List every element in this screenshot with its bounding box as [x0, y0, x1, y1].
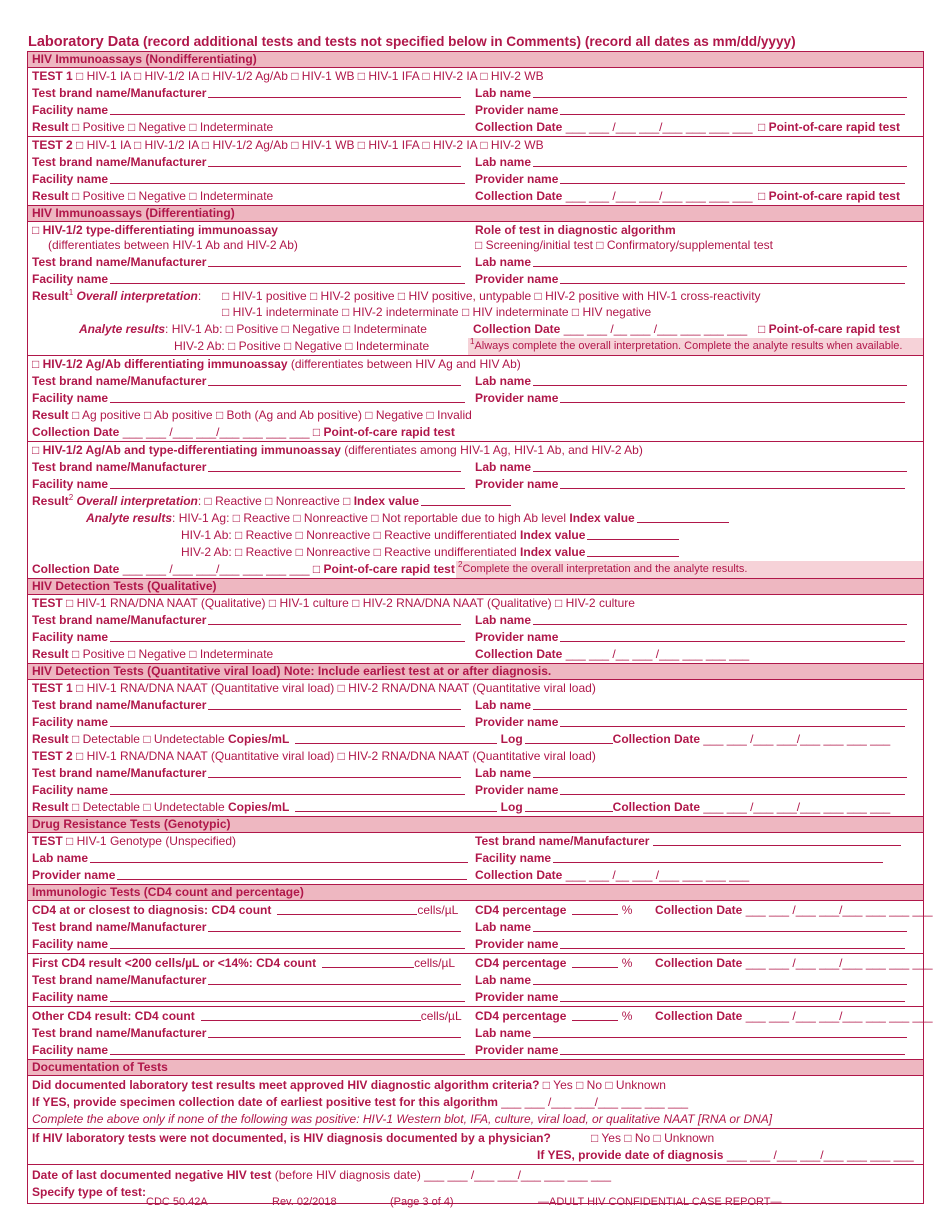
form-title	[28, 34, 796, 50]
provider-input[interactable]	[117, 867, 467, 880]
agab-result-options[interactable]: □ Ag positive □ Ab positive □ Both (Ag and Ab positive) □ Negative □ Invalid	[72, 408, 472, 422]
section-diff: HIV Immunoassays (Differentiating)	[28, 206, 923, 222]
lab-input[interactable]	[533, 459, 907, 472]
brand-input[interactable]	[208, 972, 461, 985]
provider-label: Provider name	[475, 172, 559, 186]
result-label: Result	[32, 647, 69, 661]
cd4-pct-input[interactable]	[572, 902, 618, 915]
poc-label: Point-of-care rapid test	[768, 120, 900, 134]
cd4-block-1	[28, 902, 933, 954]
agabtype-block: □ HIV-1/2 Ag/Ab and type-differentiating immunoassay (differentiates among HIV-1 Ag, HIV-1 Ab, and HIV-2 Ab) Test brand name/Manufacturer Lab name Facility name Provider name Result$^2$ Overall interpretation: □ Reactive □ Nonreactive □ Index value Analyte results: HIV-1 Ag: □ Reactive □ Nonreactive □ Not reportable due to high Ab level Index value HIV-1 Ab: □ Reactive □ Nonreactive □ Reactive undifferentiated Index value HIV-2 Ab: □ Reactive □ Nonreactive □ Reactive undifferentiated Index value Collection Date ___ ___ /___ ___/___ ___ ___ ___ □ Point-of-care rapid test $^2$Complete the overall interpretation and the analyte results.	[28, 442, 923, 579]
facility-input[interactable]	[110, 782, 465, 795]
copies-input[interactable]	[295, 799, 497, 812]
provider-input[interactable]	[560, 390, 905, 403]
result-label: Result	[32, 189, 69, 203]
facility-input[interactable]	[110, 390, 465, 403]
test-label: TEST	[32, 596, 63, 610]
facility-input[interactable]	[110, 476, 465, 489]
index-value-input[interactable]	[587, 544, 679, 557]
collection-date[interactable]: ___ ___ /__ ___ /___ ___ ___ ___	[563, 322, 748, 336]
facility-label: Facility name	[32, 715, 109, 729]
docs-q2: If HIV laboratory tests were not documented, is HIV diagnosis documented by a physician?	[32, 1131, 551, 1145]
quant-test2-options[interactable]: □ HIV-1 RNA/DNA NAAT (Quantitative viral load) □ HIV-2 RNA/DNA NAAT (Quantitative viral load)	[76, 749, 596, 763]
index-value-label: Index value	[520, 545, 586, 559]
result-label: Result	[32, 494, 69, 508]
provider-input[interactable]	[560, 171, 905, 184]
index-value-label: Index value	[353, 494, 420, 508]
provider-label: Provider name	[475, 783, 559, 797]
poc-label: Point-of-care rapid test	[323, 562, 455, 576]
collection-date[interactable]: ___ ___ /___ ___/___ ___ ___ ___	[745, 956, 933, 970]
lab-label: Lab name	[475, 766, 532, 780]
provider-input[interactable]	[560, 271, 905, 284]
test-label: TEST	[32, 834, 63, 848]
lab-input[interactable]	[533, 85, 907, 98]
docs-q1b: If YES, provide specimen collection date of earliest positive test for this algorithm	[32, 1095, 498, 1109]
facility-label: Facility name	[32, 103, 109, 117]
poc-checkbox[interactable]: □	[758, 120, 766, 134]
cd4-block-3	[28, 1008, 933, 1060]
log-label: Log	[500, 732, 523, 746]
analyte-label: Analyte results	[79, 322, 166, 336]
lab-label: Lab name	[32, 851, 89, 865]
lab-label: Lab name	[475, 973, 532, 987]
footer-form: CDC 50.42A	[146, 1196, 208, 1208]
note-1: Always complete the overall interpretation. Complete the analyte results when available.	[474, 340, 903, 352]
facility-label: Facility name	[32, 391, 109, 405]
result-label: Result	[32, 732, 69, 746]
collection-date[interactable]: ___ ___ /___ ___/___ ___ ___ ___	[745, 903, 933, 917]
provider-label: Provider name	[475, 1043, 559, 1057]
collection-date[interactable]: ___ ___ /___ ___/___ ___ ___ ___	[565, 189, 753, 203]
section-nondiff: HIV Immunoassays (Nondifferentiating)	[28, 52, 923, 68]
log-input[interactable]	[525, 799, 613, 812]
cells-unit: cells/µL	[420, 1009, 462, 1023]
type-diff-block: □ HIV-1/2 type-differentiating immunoassay Role of test in diagnostic algorithm (differentiates between HIV-1 Ab and HIV-2 Ab) □ Screening/initial test □ Confirmatory/supplemental test Test brand name/Manufacturer Lab name Facility name Provider name Result$^1$ Overall interpretation: □ HIV-1 positive □ HIV-2 positive □ HIV positive, untypable □ HIV-2 positive with HIV-1 cross-reactivity □ HIV-1 indeterminate □ HIV-2 indeterminate □ HIV indeterminate □ HIV negative Analyte results: HIV-1 Ab: □ Positive □ Negative □ Indeterminate Collection Date ___ ___ /__ ___ /___ ___ ___ ___ □ Point-of-care rapid test HIV-2 Ab: □ Positive □ Negative □ Indeterminate $^1$Always complete the overall interpretation. Complete the analyte results when available.	[28, 222, 923, 356]
ab1-options[interactable]: HIV-1 Ab: □ Reactive □ Nonreactive □ Reactive undifferentiated	[181, 528, 517, 542]
title-sub: (record additional tests and tests not specified below in Comments) (record all dates as mm/dd/yyyy)	[142, 34, 796, 49]
collection-date[interactable]: ___ ___ /___ ___/___ ___ ___ ___	[565, 120, 753, 134]
agab-title: HIV-1/2 Ag/Ab differentiating immunoassay	[42, 357, 288, 371]
role-options[interactable]: □ Screening/initial test □ Confirmatory/supplemental test	[475, 238, 773, 252]
docs-q2-date[interactable]: ___ ___ /___ ___/___ ___ ___ ___	[726, 1148, 914, 1162]
section-quant: HIV Detection Tests (Quantitative viral load) Note: Include earliest test at or after diagnosis.	[28, 664, 923, 680]
poc-label: Point-of-care rapid test	[768, 322, 900, 336]
test1-label: TEST 1	[32, 69, 73, 83]
collection-label: Collection Date	[475, 647, 563, 661]
facility-label: Facility name	[32, 1043, 109, 1057]
pct-sign: %	[621, 956, 633, 970]
cd4-row1-label: CD4 at or closest to diagnosis: CD4 count	[32, 903, 272, 917]
lab-input[interactable]	[533, 1025, 907, 1038]
facility-input[interactable]	[110, 271, 465, 284]
note-2: Complete the overall interpretation and the analyte results.	[462, 563, 748, 575]
brand-label: Test brand name/Manufacturer	[32, 973, 207, 987]
test1-label: TEST 1	[32, 681, 73, 695]
provider-input[interactable]	[560, 476, 905, 489]
provider-label: Provider name	[475, 103, 559, 117]
nondiff-test2-options[interactable]: □ HIV-1 IA □ HIV-1/2 IA □ HIV-1/2 Ag/Ab □ HIV-1 WB □ HIV-1 IFA □ HIV-2 IA □ HIV-2 WB	[76, 138, 544, 152]
log-input[interactable]	[525, 731, 613, 744]
collection-date[interactable]: ___ ___ /___ ___/___ ___ ___ ___	[703, 732, 891, 746]
test2-label: TEST 2	[32, 749, 73, 763]
provider-label: Provider name	[475, 391, 559, 405]
hiv1-ab-options[interactable]: HIV-1 Ab: □ Positive □ Negative □ Indeterminate	[171, 322, 427, 336]
drug-block	[28, 833, 923, 885]
provider-input[interactable]	[560, 936, 905, 949]
collection-label: Collection Date	[475, 868, 563, 882]
brand-input[interactable]	[208, 765, 461, 778]
overall-label: Overall interpretation	[76, 494, 198, 508]
quant-test1-options[interactable]: □ HIV-1 RNA/DNA NAAT (Quantitative viral load) □ HIV-2 RNA/DNA NAAT (Quantitative viral load)	[76, 681, 596, 695]
facility-label: Facility name	[32, 630, 109, 644]
lab-input[interactable]	[533, 765, 907, 778]
brand-label: Test brand name/Manufacturer	[32, 613, 207, 627]
brand-input[interactable]	[208, 612, 461, 625]
docs-q3-sub: (before HIV diagnosis date)	[274, 1168, 421, 1182]
provider-label: Provider name	[475, 477, 559, 491]
brand-input[interactable]	[208, 373, 461, 386]
facility-label: Facility name	[32, 172, 109, 186]
cd4-pct-label: CD4 percentage	[475, 1009, 567, 1023]
provider-input[interactable]	[560, 714, 905, 727]
lab-input[interactable]	[533, 697, 907, 710]
copies-input[interactable]	[295, 731, 497, 744]
agab-block	[28, 356, 923, 442]
copies-label: Copies/mL	[227, 800, 290, 814]
nondiff-test1	[28, 68, 923, 137]
section-drug: Drug Resistance Tests (Genotypic)	[28, 817, 923, 833]
lab-label: Lab name	[475, 86, 532, 100]
section-immuno: Immunologic Tests (CD4 count and percentage)	[28, 885, 923, 901]
analyte-label: Analyte results	[86, 511, 173, 525]
facility-label: Facility name	[32, 477, 109, 491]
brand-label: Test brand name/Manufacturer	[32, 766, 207, 780]
result-label: Result	[32, 408, 69, 422]
index-value-input[interactable]	[421, 493, 511, 506]
lab-label: Lab name	[475, 255, 532, 269]
collection-date[interactable]: ___ ___ /___ ___/___ ___ ___ ___	[745, 1009, 933, 1023]
docs-block-2	[28, 1130, 923, 1165]
poc-checkbox[interactable]: □	[312, 425, 321, 439]
brand-label: Test brand name/Manufacturer	[32, 460, 207, 474]
collection-label: Collection Date	[612, 732, 701, 746]
poc-checkbox[interactable]: □	[758, 322, 766, 336]
collection-label: Collection Date	[473, 322, 561, 336]
lab-label: Lab name	[475, 698, 532, 712]
cd4-count-input[interactable]	[201, 1008, 421, 1021]
brand-label: Test brand name/Manufacturer	[32, 155, 207, 169]
hiv2-ab-options[interactable]: HIV-2 Ab: □ Positive □ Negative □ Indeterminate	[174, 339, 430, 353]
facility-label: Facility name	[475, 851, 552, 865]
result-label: Result	[32, 800, 69, 814]
result-options[interactable]: □ Positive □ Negative □ Indeterminate	[72, 189, 274, 203]
collection-date[interactable]: ___ ___ /___ ___/___ ___ ___ ___	[122, 425, 310, 439]
brand-label: Test brand name/Manufacturer	[32, 1026, 207, 1040]
lab-input[interactable]	[533, 254, 907, 267]
typediff-title: HIV-1/2 type-differentiating immunoassay	[42, 223, 278, 237]
brand-input[interactable]	[208, 459, 461, 472]
collection-date[interactable]: ___ ___ /___ ___/___ ___ ___ ___	[122, 562, 310, 576]
agabtype-sub: (differentiates among HIV-1 Ag, HIV-1 Ab, and HIV-2 Ab)	[344, 443, 643, 457]
brand-input[interactable]	[208, 254, 461, 267]
brand-label: Test brand name/Manufacturer	[32, 86, 207, 100]
provider-label: Provider name	[475, 990, 559, 1004]
ab2-options[interactable]: HIV-2 Ab: □ Reactive □ Nonreactive □ Reactive undifferentiated	[181, 545, 517, 559]
typediff-sub: (differentiates between HIV-1 Ab and HIV-2 Ab)	[48, 238, 298, 252]
pct-sign: %	[621, 1009, 633, 1023]
quant-result-options[interactable]: □ Detectable □ Undetectable	[72, 732, 225, 746]
lab-label: Lab name	[475, 613, 532, 627]
cd4-row3-label: Other CD4 result: CD4 count	[32, 1009, 195, 1023]
cd4-count-input[interactable]	[277, 902, 417, 915]
docs-q4: Specify type of test:	[32, 1185, 147, 1199]
brand-input[interactable]	[208, 919, 461, 932]
section-qual: HIV Detection Tests (Qualitative)	[28, 579, 923, 595]
quant-block	[28, 680, 923, 817]
title-main: Laboratory Data	[28, 34, 140, 50]
poc-checkbox[interactable]: □	[758, 189, 766, 203]
facility-label: Facility name	[32, 783, 109, 797]
lab-input[interactable]	[90, 850, 468, 863]
facility-input[interactable]	[110, 936, 465, 949]
result-label: Result	[32, 289, 69, 303]
cd4-row2-label: First CD4 result <200 cells/µL or <14%: CD4 count	[32, 956, 317, 970]
test2-label: TEST 2	[32, 138, 73, 152]
facility-label: Facility name	[32, 937, 109, 951]
cd4-count-input[interactable]	[322, 955, 414, 968]
facility-label: Facility name	[32, 990, 109, 1004]
lab-label: Lab name	[475, 460, 532, 474]
docs-q2b: If YES, provide date of diagnosis	[537, 1148, 724, 1162]
cd4-pct-input[interactable]	[572, 955, 618, 968]
cells-unit: cells/µL	[417, 903, 459, 917]
brand-input[interactable]	[208, 697, 461, 710]
interp-options-1[interactable]: □ HIV-1 positive □ HIV-2 positive □ HIV positive, untypable □ HIV-2 positive with HIV-1 cross-reactivity	[222, 289, 761, 303]
lab-label: Lab name	[475, 374, 532, 388]
docs-q2-options[interactable]: □ Yes □ No □ Unknown	[591, 1131, 715, 1145]
provider-label: Provider name	[475, 630, 559, 644]
lab-data-form	[27, 51, 933, 1204]
cd4-pct-input[interactable]	[572, 1008, 618, 1021]
log-label: Log	[500, 800, 523, 814]
lab-label: Lab name	[475, 920, 532, 934]
collection-label: Collection Date	[655, 903, 743, 917]
poc-label: Point-of-care rapid test	[768, 189, 900, 203]
provider-input[interactable]	[560, 989, 905, 1002]
provider-label: Provider name	[475, 715, 559, 729]
facility-input[interactable]	[110, 102, 465, 115]
facility-label: Facility name	[32, 272, 109, 286]
docs-q3: Date of last documented negative HIV test	[32, 1168, 272, 1182]
drug-test-options[interactable]: □ HIV-1 Genotype (Unspecified)	[66, 834, 237, 848]
lab-input[interactable]	[533, 154, 907, 167]
brand-label: Test brand name/Manufacturer	[475, 834, 650, 848]
cd4-pct-label: CD4 percentage	[475, 956, 567, 970]
docs-q1-options[interactable]: □ Yes □ No □ Unknown	[542, 1078, 666, 1092]
brand-input[interactable]	[208, 85, 461, 98]
collection-label: Collection Date	[475, 189, 563, 203]
provider-input[interactable]	[560, 782, 905, 795]
brand-label: Test brand name/Manufacturer	[32, 374, 207, 388]
lab-input[interactable]	[533, 919, 907, 932]
collection-label: Collection Date	[475, 120, 563, 134]
lab-label: Lab name	[475, 155, 532, 169]
docs-q1-date[interactable]: ___ ___ /___ ___/___ ___ ___ ___	[501, 1095, 689, 1109]
agab-sub: (differentiates between HIV Ag and HIV Ab)	[290, 357, 521, 371]
overall-label: Overall interpretation	[76, 289, 198, 303]
agab-checkbox[interactable]: □	[32, 357, 40, 371]
docs-q3-date[interactable]: ___ ___ /___ ___/___ ___ ___ ___	[424, 1168, 612, 1182]
provider-input[interactable]	[560, 629, 905, 642]
brand-label: Test brand name/Manufacturer	[32, 255, 207, 269]
result-options[interactable]: □ Positive □ Negative □ Indeterminate	[72, 120, 274, 134]
role-label: Role of test in diagnostic algorithm	[475, 223, 676, 237]
cd4-block-2	[28, 955, 933, 1007]
brand-input[interactable]	[208, 154, 461, 167]
facility-input[interactable]	[110, 714, 465, 727]
pct-sign: %	[621, 903, 633, 917]
footer-report: —ADULT HIV CONFIDENTIAL CASE REPORT—	[538, 1196, 782, 1208]
lab-input[interactable]	[533, 972, 907, 985]
collection-date[interactable]: ___ ___ /__ ___ /___ ___ ___ ___	[565, 868, 750, 882]
poc-label: Point-of-care rapid test	[323, 425, 455, 439]
qual-block	[28, 595, 923, 664]
nondiff-test1-options[interactable]: □ HIV-1 IA □ HIV-1/2 IA □ HIV-1/2 Ag/Ab □ HIV-1 WB □ HIV-1 IFA □ HIV-2 IA □ HIV-2 WB	[76, 69, 544, 83]
qual-result-options[interactable]: □ Positive □ Negative □ Indeterminate	[72, 647, 274, 661]
facility-input[interactable]	[110, 629, 465, 642]
brand-input[interactable]	[653, 833, 901, 846]
provider-label: Provider name	[475, 937, 559, 951]
cells-unit: cells/µL	[414, 956, 456, 970]
lab-input[interactable]	[533, 373, 907, 386]
facility-input[interactable]	[110, 989, 465, 1002]
poc-checkbox[interactable]: □	[312, 562, 321, 576]
nondiff-test2	[28, 137, 923, 206]
agabtype-title: HIV-1/2 Ag/Ab and type-differentiating immunoassay	[42, 443, 341, 457]
collection-label: Collection Date	[655, 956, 743, 970]
lab-label: Lab name	[475, 1026, 532, 1040]
agabtype-overall-options[interactable]: □ Reactive □ Nonreactive □	[204, 494, 351, 508]
facility-input[interactable]	[110, 1042, 465, 1055]
brand-label: Test brand name/Manufacturer	[32, 920, 207, 934]
provider-label: Provider name	[32, 868, 116, 882]
docs-q1: Did documented laboratory test results meet approved HIV diagnostic algorithm criteria?	[32, 1078, 540, 1092]
footer-rev: Rev. 02/2018	[272, 1196, 337, 1208]
section-docs: Documentation of Tests	[28, 1060, 923, 1076]
provider-input[interactable]	[560, 1042, 905, 1055]
brand-label: Test brand name/Manufacturer	[32, 698, 207, 712]
collection-date[interactable]: ___ ___ /___ ___/___ ___ ___ ___	[703, 800, 891, 814]
cd4-pct-label: CD4 percentage	[475, 903, 567, 917]
docs-q1-note: Complete the above only if none of the following was positive: HIV-1 Western blot, IFA, culture, viral load, or qualitative NAAT [RNA or DNA]	[32, 1112, 773, 1126]
collection-label: Collection Date	[655, 1009, 743, 1023]
facility-input[interactable]	[553, 850, 883, 863]
quant-result-options[interactable]: □ Detectable □ Undetectable	[72, 800, 225, 814]
collection-date[interactable]: ___ ___ /__ ___ /___ ___ ___ ___	[565, 647, 750, 661]
provider-label: Provider name	[475, 272, 559, 286]
collection-label: Collection Date	[32, 562, 120, 576]
typediff-checkbox[interactable]: □	[32, 223, 40, 237]
index-value-label: Index value	[569, 511, 635, 525]
brand-input[interactable]	[208, 1025, 461, 1038]
result-label: Result	[32, 120, 69, 134]
collection-label: Collection Date	[612, 800, 701, 814]
qual-test-options[interactable]: □ HIV-1 RNA/DNA NAAT (Qualitative) □ HIV-1 culture □ HIV-2 RNA/DNA NAAT (Qualitative) □ HIV-2 culture	[66, 596, 635, 610]
index-value-input[interactable]	[637, 510, 729, 523]
footer-page: (Page 3 of 4)	[390, 1196, 454, 1208]
docs-block-1	[28, 1077, 923, 1129]
index-value-label: Index value	[520, 528, 586, 542]
lab-input[interactable]	[533, 612, 907, 625]
index-value-input[interactable]	[587, 527, 679, 540]
collection-label: Collection Date	[32, 425, 120, 439]
copies-label: Copies/mL	[227, 732, 290, 746]
facility-input[interactable]	[110, 171, 465, 184]
agabtype-checkbox[interactable]: □	[32, 443, 40, 457]
provider-input[interactable]	[560, 102, 905, 115]
ag1-options[interactable]: HIV-1 Ag: □ Reactive □ Nonreactive □ Not reportable due to high Ab level	[178, 511, 567, 525]
interp-options-2[interactable]: □ HIV-1 indeterminate □ HIV-2 indeterminate □ HIV indeterminate □ HIV negative	[222, 305, 652, 319]
